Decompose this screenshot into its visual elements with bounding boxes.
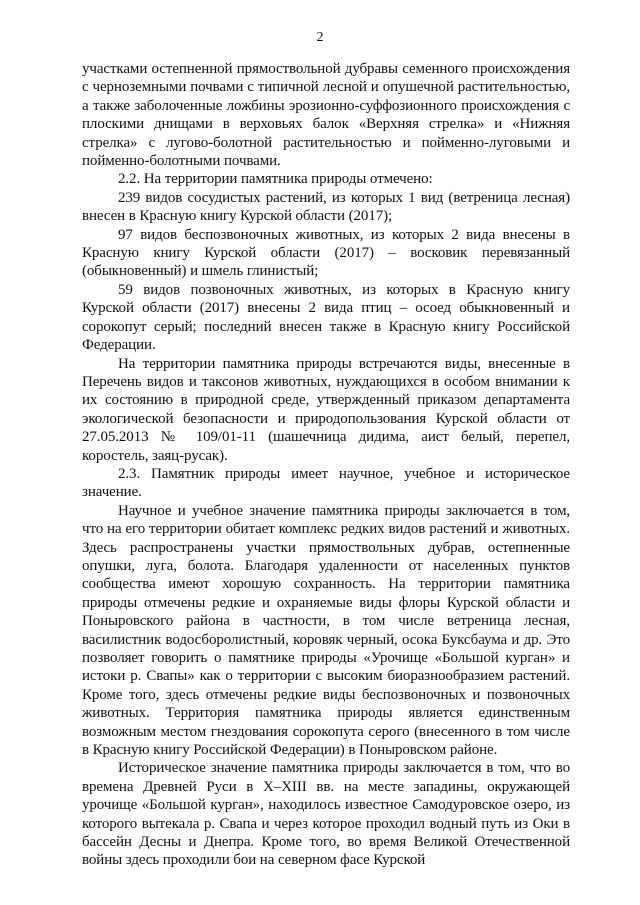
paragraph-continuation: участками остепненной прямоствольной дубравы семенного происхождения с черноземными почвами с типичной лесной и опушечной растительностью, а также заболоченные ложбины эрозионно-суффозионного происхождения с плоскими днищами в верховьях балок «Верхняя стрелка» и «Нижняя стрелка» с лугово-болотной растительностью и пойменно-луговыми и пойменно-болотными почвами. (82, 61, 570, 170)
paragraph-historical-value: Историческое значение памятника природы заключается в том, что во времена Древней Руси в X–XIII вв. на месте западины, окружающей урочище «Большой курган», находилось известное Самодуровское озеро, из которого вытекала р. Свапа и через которое проходил водный путь из Оки в бассейн Десны и Днепра. Кроме того, во время Великой Отечественной войны здесь проходили бои на северном фасе Курской (82, 760, 570, 869)
paragraph-scientific-value: Научное и учебное значение памятника природы заключается в том, что на его территории обитает комплекс редких видов растений и животных. Здесь распространены участки прямоствольных дубрав, остепненные опушки, луга, болота. Благодаря удаленности от населенных пунктов сообщества имеют хорошую сохранность. На территории памятника природы отмечены редкие и охраняемые виды флоры Курской области и Поныровского района в частности, в том числе ветреница лесная, василистник водосборолистный, коровяк черный, осока Буксбаума и др. Это позволяет говорить о памятнике природы «Урочище «Большой курган» и истоки р. Свапы» как о территории с высоким биоразнообразием растений. Кроме того, здесь отмечены редкие виды беспозвоночных и позвоночных животных. Территория памятника природы является единственным возможным местом гнездования сорокопута серого (внесенного в том числе в Красную книгу Российской Федерации) в Поныровском районе. (82, 502, 570, 759)
document-body (82, 60, 570, 870)
paragraph-vertebrates: 59 видов позвоночных животных, из которых в Красную книгу Курской области (2017) внесены 2 вида птиц – осоед обыкновенный и сорокопут серый; последний внесен также в Красную книгу Российской Федерации. (82, 281, 570, 354)
page-number: 2 (316, 30, 324, 45)
paragraph-special-attention-species: На территории памятника природы встречаются виды, внесенные в Перечень видов и таксонов животных, нуждающихся в особом внимании к их состоянию в природной среде, утвержденный приказом департамента экологической безопасности и природопользования Курской области от 27.05.2013 № 109/01-11 (шашечница дидима, аист белый, перепел, коростель, заяц-русак). (82, 355, 570, 464)
paragraph-vascular-plants: 239 видов сосудистых растений, из которых 1 вид (ветреница лесная) внесен в Красную книгу Курской области (2017); (82, 189, 570, 225)
paragraph-section-2-3: 2.3. Памятник природы имеет научное, учебное и историческое значение. (82, 465, 570, 501)
paragraph-section-2-2: 2.2. На территории памятника природы отмечено: (118, 171, 433, 188)
paragraph-invertebrates: 97 видов беспозвоночных животных, из которых 2 вида внесены в Красную книгу Курской области (2017) – восковик перевязанный (обыкновенный) и шмель глинистый; (82, 226, 570, 280)
